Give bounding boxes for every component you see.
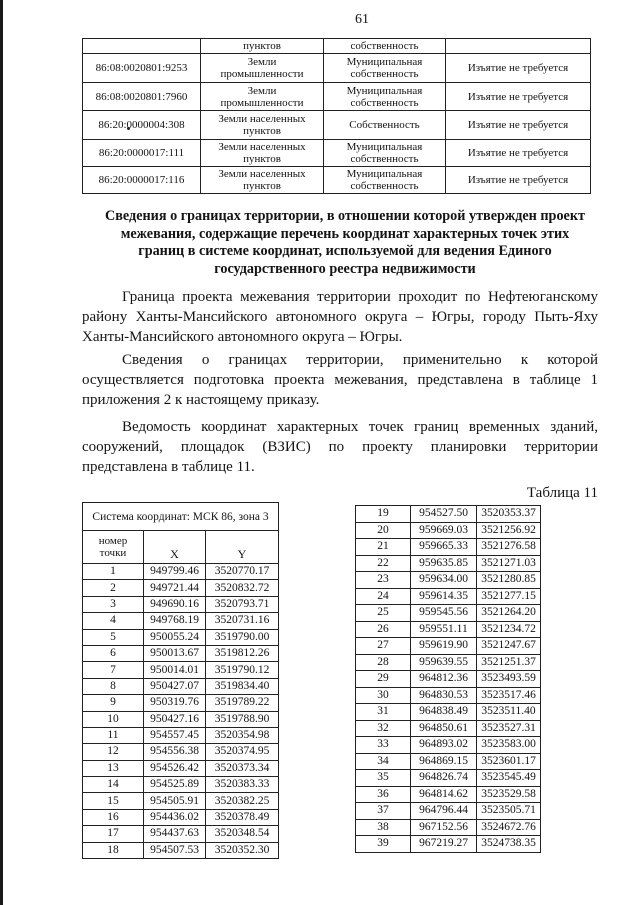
coordinate-row (356, 605, 541, 622)
paragraph-line: осуществляется подготовка проекта межевания, представлена в таблице 1 (82, 372, 598, 388)
coordinate-row (356, 621, 541, 638)
x-coordinate-cell: 964893.02 (411, 737, 477, 754)
y-coordinate-cell: 3519790.12 (206, 662, 279, 678)
cadastral-number-cell: 86:08:0020801:7960 (83, 83, 201, 111)
x-coordinate-cell: 964830.53 (411, 687, 477, 704)
point-number-cell: 26 (356, 621, 411, 638)
point-number-cell: 39 (356, 836, 411, 853)
y-coordinate-cell: 3520383.33 (206, 777, 279, 793)
coordinate-row (83, 629, 279, 645)
paragraph-boundary-reference (82, 350, 598, 410)
paragraph-line: сооружений, площадок (ВЗИС) по проекту планировки территории (82, 439, 598, 455)
x-coordinate-cell: 950427.16 (144, 711, 206, 727)
point-number-cell: 19 (356, 506, 411, 523)
land-category-cell: Земли населенных пунктов (201, 111, 324, 140)
cadastral-number-cell: 86:20:0000017:116 (83, 167, 201, 194)
x-coordinate-cell: 964869.15 (411, 753, 477, 770)
point-number-cell: 29 (356, 671, 411, 688)
point-number-cell: 1 (83, 564, 144, 580)
page-number: 61 (355, 12, 369, 27)
ownership-cell: Муниципальная собственность (324, 54, 446, 83)
x-coordinate-cell: 959634.00 (411, 572, 477, 589)
land-category-cell: Земли промышленности (201, 54, 324, 83)
y-coordinate-cell: 3523545.49 (477, 770, 541, 787)
y-coordinate-cell: 3520353.37 (477, 506, 541, 523)
point-number-cell: 9 (83, 695, 144, 711)
x-coordinate-cell: 959614.35 (411, 588, 477, 605)
cadastral-number-cell (83, 39, 201, 54)
coordinate-row (356, 654, 541, 671)
y-coordinate-cell: 3520793.71 (206, 596, 279, 612)
coordinates-table-left-body (83, 503, 279, 859)
heading-line: Сведения о границах территории, в отношении которой утвержден проект (105, 208, 585, 224)
cadastral-number-cell: 86:20:0000017:111 (83, 140, 201, 167)
x-coordinate-cell: 954557.45 (144, 727, 206, 743)
land-table-row (83, 54, 591, 83)
x-coordinate-cell: 954507.53 (144, 842, 206, 858)
coordinate-system-label: Система координат: МСК 86, зона 3 (83, 503, 279, 531)
point-number-cell: 13 (83, 760, 144, 776)
paragraph-line: представлена в таблице 11. (82, 459, 255, 475)
coordinate-row (83, 613, 279, 629)
y-coordinate-cell: 3521276.58 (477, 539, 541, 556)
point-number-cell: 36 (356, 786, 411, 803)
point-number-cell: 10 (83, 711, 144, 727)
x-coordinate-cell: 954436.02 (144, 809, 206, 825)
x-coordinate-cell: 964796.44 (411, 803, 477, 820)
x-coordinate-cell: 964826.74 (411, 770, 477, 787)
point-number-header: номер точки (83, 531, 144, 564)
x-coordinate-cell: 959545.56 (411, 605, 477, 622)
withdrawal-note-cell (446, 39, 591, 54)
heading-line: границ в системе координат, используемой для ведения Единого (138, 243, 552, 260)
cadastral-number-cell: 86:08:0020801:9253 (83, 54, 201, 83)
y-coordinate-cell: 3521247.67 (477, 638, 541, 655)
coordinate-row (356, 588, 541, 605)
coordinate-row (356, 737, 541, 754)
x-coordinate-cell: 964850.61 (411, 720, 477, 737)
x-coordinate-cell: 967152.56 (411, 819, 477, 836)
section-heading (92, 208, 598, 278)
x-coordinate-cell: 959551.11 (411, 621, 477, 638)
withdrawal-note-cell: Изъятие не требуется (446, 167, 591, 194)
point-number-cell: 27 (356, 638, 411, 655)
y-coordinate-cell: 3523517.46 (477, 687, 541, 704)
coordinate-row (356, 687, 541, 704)
coordinate-row (356, 555, 541, 572)
point-number-cell: 34 (356, 753, 411, 770)
x-coordinate-cell: 959619.90 (411, 638, 477, 655)
x-coordinate-cell: 959635.85 (411, 555, 477, 572)
ownership-cell: Муниципальная собственность (324, 140, 446, 167)
y-coordinate-cell: 3520378.49 (206, 809, 279, 825)
y-coordinate-cell: 3519834.40 (206, 678, 279, 694)
x-coordinate-cell: 959665.33 (411, 539, 477, 556)
withdrawal-note-cell: Изъятие не требуется (446, 140, 591, 167)
paragraph-line: Ханты-Мансийского автономного округа – Югры. (82, 329, 403, 345)
coordinate-row (83, 580, 279, 596)
coordinate-system-header-row (83, 503, 279, 531)
y-coordinate-cell: 3521234.72 (477, 621, 541, 638)
y-coordinate-cell: 3520348.54 (206, 826, 279, 842)
y-coordinate-cell: 3521264.20 (477, 605, 541, 622)
point-number-cell: 6 (83, 645, 144, 661)
coordinate-row (83, 596, 279, 612)
point-number-cell: 30 (356, 687, 411, 704)
land-category-cell: Земли населенных пунктов (201, 167, 324, 194)
y-coordinate-cell: 3520832.72 (206, 580, 279, 596)
y-coordinate-cell: 3523527.31 (477, 720, 541, 737)
point-number-cell: 32 (356, 720, 411, 737)
y-coordinate-cell: 3523493.59 (477, 671, 541, 688)
x-coordinate-cell: 954525.89 (144, 777, 206, 793)
y-coordinate-cell: 3521251.37 (477, 654, 541, 671)
x-coordinate-cell: 959639.55 (411, 654, 477, 671)
point-number-cell: 24 (356, 588, 411, 605)
coordinate-row (356, 522, 541, 539)
point-number-cell: 14 (83, 777, 144, 793)
withdrawal-note-cell: Изъятие не требуется (446, 54, 591, 83)
y-coordinate-cell: 3519812.26 (206, 645, 279, 661)
land-table-row (83, 167, 591, 194)
point-number-cell: 15 (83, 793, 144, 809)
coordinate-row (83, 662, 279, 678)
y-coordinate-cell: 3523505.71 (477, 803, 541, 820)
x-coordinate-cell: 964814.62 (411, 786, 477, 803)
point-number-cell: 16 (83, 809, 144, 825)
point-number-cell: 37 (356, 803, 411, 820)
table-caption: Таблица 11 (526, 485, 598, 501)
land-table-row (83, 140, 591, 167)
point-number-cell: 28 (356, 654, 411, 671)
coordinate-row (83, 695, 279, 711)
point-number-cell: 38 (356, 819, 411, 836)
x-header: X (144, 531, 206, 564)
paragraph-line: Граница проекта межевания территории проходит по Нефтеюганскому (122, 289, 598, 305)
scan-left-edge (0, 0, 3, 905)
coordinate-row (83, 727, 279, 743)
heading-line: межевания, содержащие перечень координат характерных точек этих (120, 225, 570, 242)
paragraph-line: Сведения о границах территории, применительно к которой (122, 352, 598, 368)
cadastral-number-cell: 86:20:0000004:308 (83, 111, 201, 140)
coordinate-row (356, 753, 541, 770)
x-coordinate-cell: 954505.91 (144, 793, 206, 809)
coordinates-table-left (82, 502, 279, 859)
coordinate-row (356, 539, 541, 556)
y-coordinate-cell: 3520373.34 (206, 760, 279, 776)
y-header: Y (206, 531, 279, 564)
coordinate-row (83, 809, 279, 825)
y-coordinate-cell: 3520354.98 (206, 727, 279, 743)
coordinate-row (83, 842, 279, 858)
y-coordinate-cell: 3524738.35 (477, 836, 541, 853)
coordinate-row (83, 564, 279, 580)
x-coordinate-cell: 964838.49 (411, 704, 477, 721)
coordinate-row (356, 836, 541, 853)
heading-line: государственного реестра недвижимости (214, 260, 476, 277)
y-coordinate-cell: 3523583.00 (477, 737, 541, 754)
point-number-cell: 17 (83, 826, 144, 842)
ownership-cell: Собственность (324, 111, 446, 140)
y-coordinate-cell: 3520374.95 (206, 744, 279, 760)
x-coordinate-cell: 954556.38 (144, 744, 206, 760)
y-coordinate-cell: 3519789.22 (206, 695, 279, 711)
y-coordinate-cell: 3519790.00 (206, 629, 279, 645)
coordinate-row (356, 506, 541, 523)
coordinate-row (83, 678, 279, 694)
x-coordinate-cell: 950014.01 (144, 662, 206, 678)
coordinates-table-right (355, 505, 541, 853)
y-coordinate-cell: 3523511.40 (477, 704, 541, 721)
y-coordinate-cell: 3523601.17 (477, 753, 541, 770)
x-coordinate-cell: 954437.63 (144, 826, 206, 842)
land-category-cell: Земли промышленности (201, 83, 324, 111)
coordinate-row (356, 786, 541, 803)
point-number-cell: 25 (356, 605, 411, 622)
point-number-cell: 4 (83, 613, 144, 629)
x-coordinate-cell: 959669.03 (411, 522, 477, 539)
coordinate-row (83, 826, 279, 842)
paragraph-line: приложения 2 к настоящему приказу. (82, 392, 320, 408)
coordinate-row (83, 760, 279, 776)
land-table-row (83, 111, 591, 140)
y-coordinate-cell: 3521277.15 (477, 588, 541, 605)
coordinates-table-right-body (356, 506, 541, 853)
point-number-cell: 23 (356, 572, 411, 589)
land-category-cell: пунктов (201, 39, 324, 54)
point-number-cell: 33 (356, 737, 411, 754)
paragraph-coordinates-statement (82, 417, 598, 477)
y-coordinate-cell: 3521280.85 (477, 572, 541, 589)
coordinate-row (356, 572, 541, 589)
land-table-row (83, 83, 591, 111)
point-number-cell: 8 (83, 678, 144, 694)
ownership-cell: собственность (324, 39, 446, 54)
x-coordinate-cell: 949721.44 (144, 580, 206, 596)
paragraph-line: району Ханты-Мансийского автономного округа – Югры, городу Пыть-Яху (82, 309, 598, 325)
coordinate-row (83, 777, 279, 793)
x-coordinate-cell: 950427.07 (144, 678, 206, 694)
x-coordinate-cell: 954527.50 (411, 506, 477, 523)
coordinate-row (356, 803, 541, 820)
ownership-cell: Муниципальная собственность (324, 167, 446, 194)
coordinate-row (356, 819, 541, 836)
y-coordinate-cell: 3520731.16 (206, 613, 279, 629)
y-coordinate-cell: 3521256.92 (477, 522, 541, 539)
x-coordinate-cell: 964812.36 (411, 671, 477, 688)
land-plots-table (82, 38, 591, 194)
point-number-cell: 35 (356, 770, 411, 787)
y-coordinate-cell: 3524672.76 (477, 819, 541, 836)
land-table-row (83, 39, 591, 54)
x-coordinate-cell: 950013.67 (144, 645, 206, 661)
land-plots-table-body (83, 39, 591, 194)
y-coordinate-cell: 3521271.03 (477, 555, 541, 572)
withdrawal-note-cell: Изъятие не требуется (446, 83, 591, 111)
point-number-cell: 31 (356, 704, 411, 721)
x-coordinate-cell: 967219.27 (411, 836, 477, 853)
coordinate-row (83, 711, 279, 727)
point-number-cell: 5 (83, 629, 144, 645)
x-coordinate-cell: 949690.16 (144, 596, 206, 612)
coordinate-row (356, 704, 541, 721)
point-number-cell: 22 (356, 555, 411, 572)
point-number-cell: 7 (83, 662, 144, 678)
x-coordinate-cell: 954526.42 (144, 760, 206, 776)
x-coordinate-cell: 950055.24 (144, 629, 206, 645)
coordinate-row (356, 638, 541, 655)
coordinate-row (83, 645, 279, 661)
withdrawal-note-cell: Изъятие не требуется (446, 111, 591, 140)
x-coordinate-cell: 950319.76 (144, 695, 206, 711)
point-number-cell: 3 (83, 596, 144, 612)
x-coordinate-cell: 949799.46 (144, 564, 206, 580)
column-header-row (83, 531, 279, 564)
coordinate-row (356, 671, 541, 688)
paragraph-boundary-description (82, 287, 598, 347)
land-category-cell: Земли населенных пунктов (201, 140, 324, 167)
point-number-cell: 2 (83, 580, 144, 596)
y-coordinate-cell: 3520352.30 (206, 842, 279, 858)
ownership-cell: Муниципальная собственность (324, 83, 446, 111)
paragraph-line: Ведомость координат характерных точек границ временных зданий, (122, 419, 598, 435)
y-coordinate-cell: 3519788.90 (206, 711, 279, 727)
y-coordinate-cell: 3520382.25 (206, 793, 279, 809)
y-coordinate-cell: 3520770.17 (206, 564, 279, 580)
point-number-cell: 20 (356, 522, 411, 539)
coordinate-row (356, 770, 541, 787)
x-coordinate-cell: 949768.19 (144, 613, 206, 629)
point-number-cell: 12 (83, 744, 144, 760)
coordinate-row (356, 720, 541, 737)
coordinate-row (83, 793, 279, 809)
point-number-cell: 18 (83, 842, 144, 858)
coordinate-row (83, 744, 279, 760)
point-number-cell: 21 (356, 539, 411, 556)
point-number-cell: 11 (83, 727, 144, 743)
y-coordinate-cell: 3523529.58 (477, 786, 541, 803)
